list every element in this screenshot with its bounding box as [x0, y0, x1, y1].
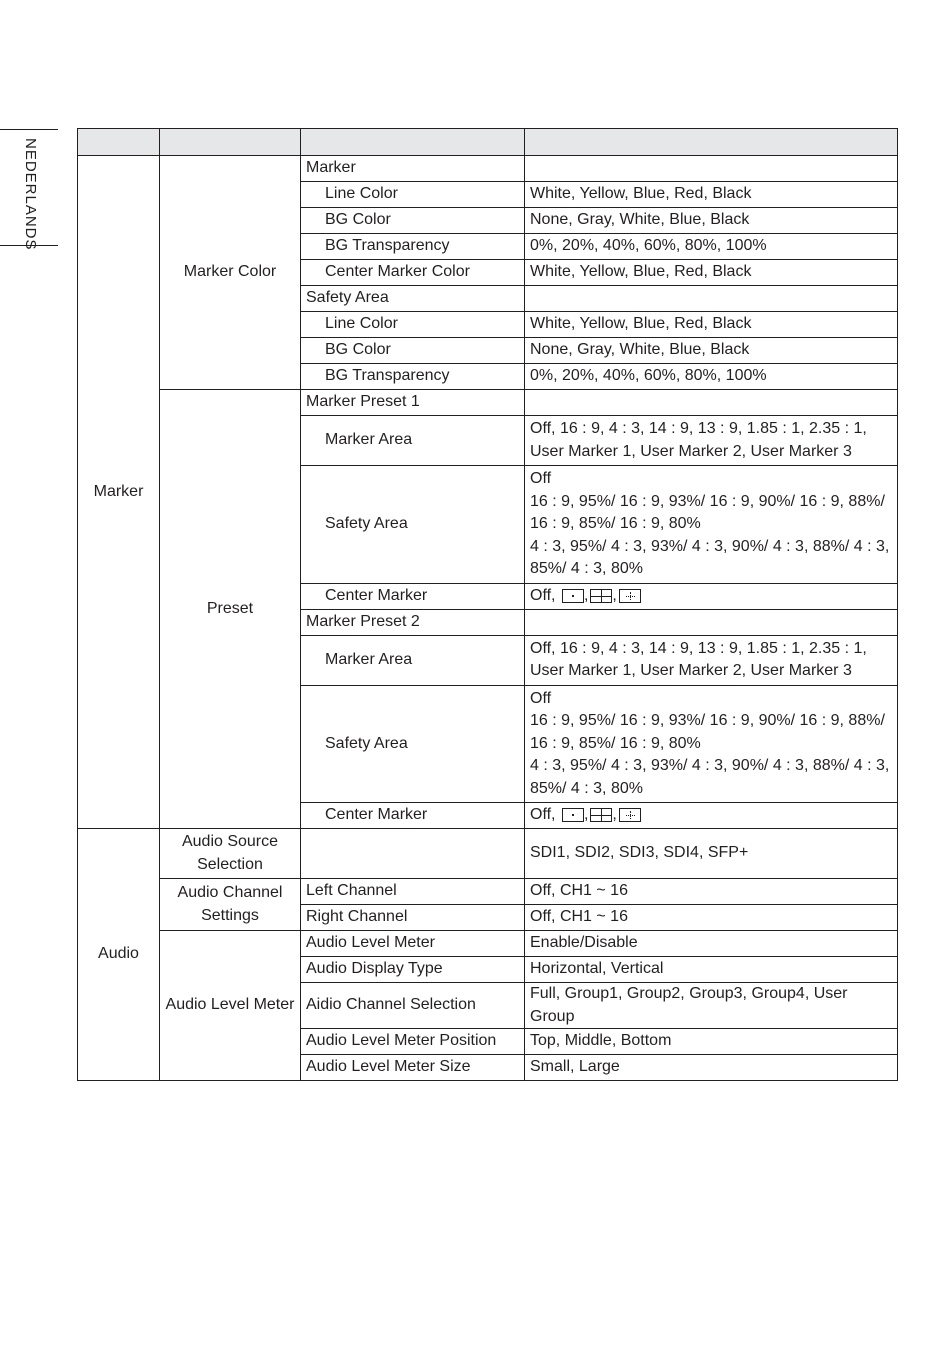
value-line: Off, 16 : 9, 4 : 3, 14 : 9, 13 : 9, 1.85 : 1, 2.35 : 1,	[530, 639, 867, 657]
subhead-preset-1: Marker Preset 1	[301, 390, 525, 416]
setting-label: Safety Area	[301, 685, 525, 803]
value-line: 16 : 9, 95%/ 16 : 9, 93%/ 16 : 9, 90%/ 16 : 9, 88%/	[530, 492, 885, 510]
setting-value: Off, , ,	[525, 583, 898, 609]
group-audio-source	[160, 829, 301, 879]
setting-label: BG Color	[301, 208, 525, 234]
setting-value	[525, 685, 898, 803]
value-text: Off,	[530, 586, 556, 604]
value-cell	[525, 156, 898, 182]
dotted-cross-icon	[619, 808, 641, 822]
header-cell	[301, 129, 525, 156]
group-line: Audio Channel	[177, 884, 283, 901]
subhead-safety-area: Safety Area	[301, 286, 525, 312]
category-audio: Audio	[78, 829, 160, 1081]
setting-value: White, Yellow, Blue, Red, Black	[525, 260, 898, 286]
setting-label: Center Marker	[301, 583, 525, 609]
setting-label: Line Color	[301, 312, 525, 338]
setting-value: Off, , ,	[525, 803, 898, 829]
center-dot-icon	[562, 808, 584, 822]
language-label: NEDERLANDS	[22, 138, 39, 251]
setting-value: Horizontal, Vertical	[525, 957, 898, 983]
value-line: 85%/ 4 : 3, 80%	[530, 560, 643, 577]
grid-icon	[590, 808, 612, 822]
value-line: 16 : 9, 85%/ 16 : 9, 80%	[530, 515, 701, 532]
group-audio-channel	[160, 879, 301, 931]
center-dot-icon	[562, 589, 584, 603]
table-row	[78, 156, 898, 182]
table-row	[78, 879, 898, 905]
value-line: 4 : 3, 95%/ 4 : 3, 93%/ 4 : 3, 90%/ 4 : 3, 88%/ 4 : 3,	[530, 757, 890, 774]
setting-value: Off, CH1 ~ 16	[525, 879, 898, 905]
setting-label: Line Color	[301, 182, 525, 208]
table-row	[78, 390, 898, 416]
setting-label: Left Channel	[301, 879, 525, 905]
table-header-row	[78, 129, 898, 156]
value-line: Off	[530, 689, 552, 707]
setting-label: Right Channel	[301, 905, 525, 931]
table-row	[78, 829, 898, 879]
setting-value: Small, Large	[525, 1055, 898, 1081]
grid-icon	[590, 589, 612, 603]
settings-table	[77, 128, 898, 1081]
setting-label: Audio Level Meter Position	[301, 1029, 525, 1055]
setting-value	[525, 416, 898, 466]
value-line: 16 : 9, 95%/ 16 : 9, 93%/ 16 : 9, 90%/ 16 : 9, 88%/	[530, 712, 885, 729]
setting-label: Safety Area	[301, 466, 525, 584]
subhead-marker: Marker	[301, 156, 525, 182]
subhead-preset-2: Marker Preset 2	[301, 609, 525, 635]
value-line: Off	[530, 470, 552, 487]
table-row	[78, 931, 898, 957]
setting-value: Enable/Disable	[525, 931, 898, 957]
group-line: Audio Source	[181, 833, 279, 850]
group-preset: Preset	[160, 390, 301, 829]
setting-label: Marker Area	[301, 635, 525, 685]
setting-label: Audio Level Meter Size	[301, 1055, 525, 1081]
setting-value: SDI1, SDI2, SDI3, SDI4, SFP+	[525, 829, 898, 879]
group-line: Selection	[197, 855, 263, 873]
header-cell	[160, 129, 301, 156]
value-cell	[525, 609, 898, 635]
setting-value	[525, 466, 898, 584]
setting-label: Center Marker	[301, 803, 525, 829]
value-cell	[525, 286, 898, 312]
value-line: User Marker 1, User Marker 2, User Marker 3	[530, 662, 852, 679]
header-cell	[525, 129, 898, 156]
setting-value	[525, 635, 898, 685]
value-line: Off, 16 : 9, 4 : 3, 14 : 9, 13 : 9, 1.85 : 1, 2.35 : 1,	[530, 420, 867, 437]
setting-label: Marker Area	[301, 416, 525, 466]
header-cell	[78, 129, 160, 156]
dotted-cross-icon	[619, 589, 641, 603]
value-line: 4 : 3, 95%/ 4 : 3, 93%/ 4 : 3, 90%/ 4 : 3, 88%/ 4 : 3,	[530, 537, 890, 555]
setting-label: Center Marker Color	[301, 260, 525, 286]
setting-label: Audio Level Meter	[301, 931, 525, 957]
value-line: 16 : 9, 85%/ 16 : 9, 80%	[530, 734, 701, 752]
setting-value: None, Gray, White, Blue, Black	[525, 208, 898, 234]
setting-value: None, Gray, White, Blue, Black	[525, 338, 898, 364]
setting-value: Off, CH1 ~ 16	[525, 905, 898, 931]
setting-value: White, Yellow, Blue, Red, Black	[525, 312, 898, 338]
setting-value: Full, Group1, Group2, Group3, Group4, User Group	[525, 983, 898, 1029]
value-line: User Marker 1, User Marker 2, User Marker 3	[530, 442, 852, 460]
setting-label	[301, 829, 525, 879]
setting-value: 0%, 20%, 40%, 60%, 80%, 100%	[525, 234, 898, 260]
setting-label: BG Color	[301, 338, 525, 364]
category-marker: Marker	[78, 156, 160, 829]
language-side-tab	[0, 129, 58, 251]
setting-value: White, Yellow, Blue, Red, Black	[525, 182, 898, 208]
setting-label: Audio Display Type	[301, 957, 525, 983]
value-line: 85%/ 4 : 3, 80%	[530, 779, 643, 797]
group-audio-level-meter: Audio Level Meter	[160, 931, 301, 1081]
group-line: Settings	[201, 906, 259, 924]
value-cell	[525, 390, 898, 416]
setting-label: Aidio Channel Selection	[301, 983, 525, 1029]
group-marker-color: Marker Color	[160, 156, 301, 390]
setting-label: BG Transparency	[301, 364, 525, 390]
setting-value: Top, Middle, Bottom	[525, 1029, 898, 1055]
value-text: Off,	[530, 806, 556, 824]
setting-value: 0%, 20%, 40%, 60%, 80%, 100%	[525, 364, 898, 390]
setting-label: BG Transparency	[301, 234, 525, 260]
